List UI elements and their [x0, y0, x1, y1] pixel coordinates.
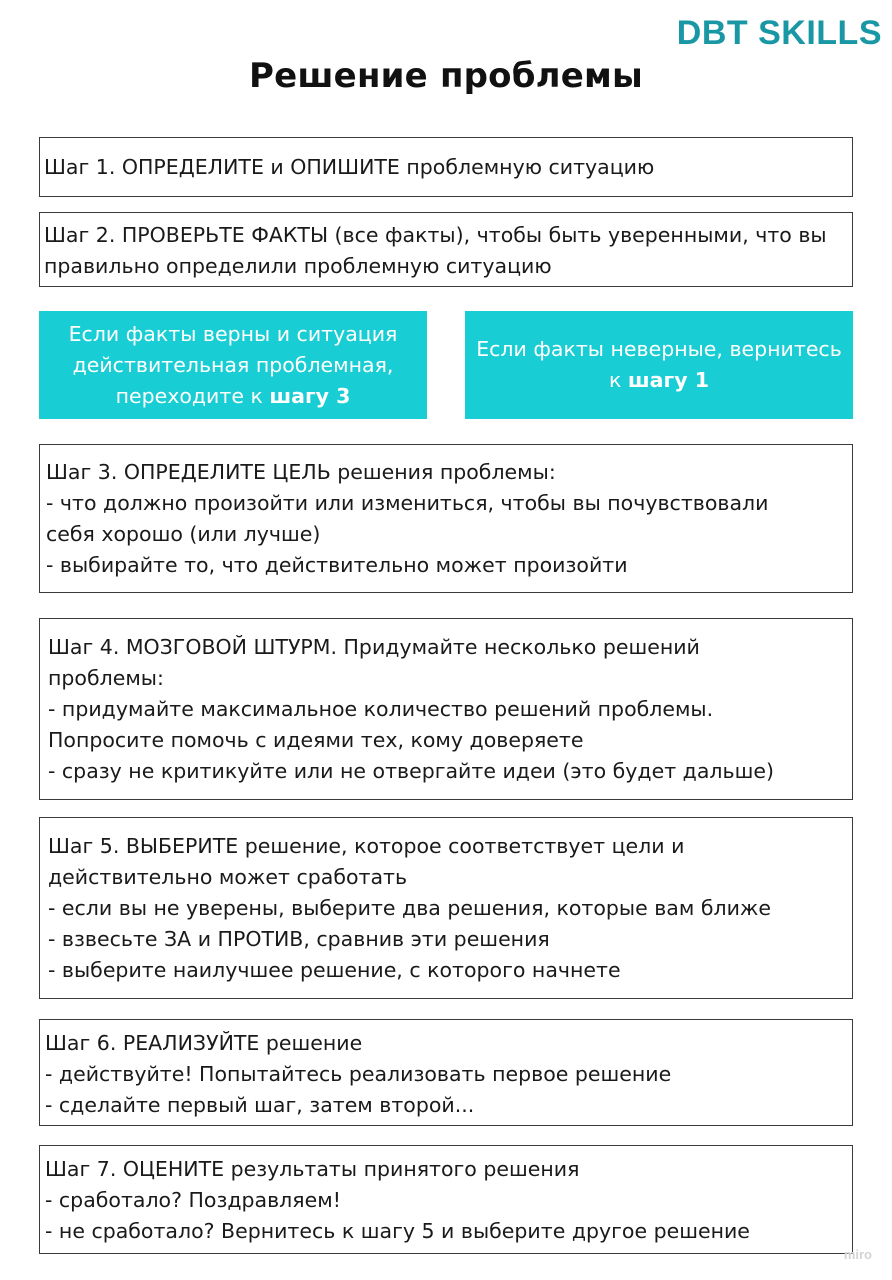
step-3-line: - что должно произойти или измениться, чтобы вы почувствовали	[46, 491, 769, 515]
step-6-line: - действуйте! Попытайтесь реализовать первое решение	[45, 1062, 672, 1086]
step-5-line: Шаг 5. ВЫБЕРИТЕ решение, которое соответствует цели и	[48, 834, 685, 858]
step-3-line: - выбирайте то, что действительно может произойти	[46, 553, 628, 577]
step-6-line: - сделайте первый шаг, затем второй...	[45, 1093, 475, 1117]
step-4-line: Попросите помочь с идеями тех, кому доверяете	[48, 728, 584, 752]
step-6-box	[39, 1019, 853, 1126]
step-5-line: - если вы не уверены, выберите два решения, которые вам ближе	[48, 896, 771, 920]
step-2-line: Шаг 2. ПРОВЕРЬТЕ ФАКТЫ (все факты), чтобы быть уверенными, что вы	[44, 223, 827, 247]
facts-true-branch	[39, 311, 427, 419]
branch-false-prefix: к	[609, 368, 628, 392]
step-7-box	[39, 1145, 853, 1254]
step-3-box	[39, 444, 853, 593]
step-5-line: действительно может сработать	[48, 865, 408, 889]
step-6-line: Шаг 6. РЕАЛИЗУЙТЕ решение	[45, 1031, 363, 1055]
step-2-line: правильно определили проблемную ситуацию	[44, 254, 552, 278]
step-5-box	[39, 817, 853, 999]
miro-watermark: miro	[843, 1247, 872, 1262]
step-3-line: Шаг 3. ОПРЕДЕЛИТЕ ЦЕЛЬ решения проблемы:	[46, 460, 556, 484]
branch-true-prefix: переходите к	[115, 383, 270, 408]
step-1-box	[39, 137, 853, 197]
step-7-line: - не сработало? Вернитесь к шагу 5 и выберите другое решение	[45, 1219, 750, 1243]
step-7-line: - сработало? Поздравляем!	[45, 1188, 341, 1212]
branch-false-line	[609, 365, 709, 396]
step-4-box	[39, 618, 853, 800]
step-4-line: Шаг 4. МОЗГОВОЙ ШТУРМ. Придумайте несколько решений	[48, 635, 700, 659]
step-4-line: - сразу не критикуйте или не отвергайте идеи (это будет дальше)	[48, 759, 774, 783]
step-2-box	[39, 212, 853, 287]
branch-true-step-ref: шагу 3	[269, 383, 351, 408]
step-5-line: - выберите наилучшее решение, с которого начнете	[48, 958, 621, 982]
facts-false-branch	[465, 311, 853, 419]
branch-true-line	[116, 381, 351, 412]
branch-true-line: действительная проблемная,	[72, 352, 394, 377]
step-5-line: - взвесьте ЗА и ПРОТИВ, сравнив эти решения	[48, 927, 550, 951]
step-4-line: - придумайте максимальное количество решений проблемы.	[48, 697, 714, 721]
page-title: Решение проблемы	[249, 56, 643, 96]
branch-false-step-ref: шагу 1	[627, 368, 709, 392]
branch-false-line: Если факты неверные, вернитесь	[476, 337, 842, 361]
step-4-line: проблемы:	[48, 666, 164, 690]
branch-true-line: Если факты верны и ситуация	[68, 321, 398, 346]
brand-logo-text: DBT SKILLS	[676, 14, 882, 52]
step-7-line: Шаг 7. ОЦЕНИТЕ результаты принятого решения	[45, 1157, 580, 1181]
step-1-line: Шаг 1. ОПРЕДЕЛИТЕ и ОПИШИТЕ проблемную ситуацию	[44, 155, 655, 179]
step-3-line: себя хорошо (или лучше)	[46, 522, 321, 546]
